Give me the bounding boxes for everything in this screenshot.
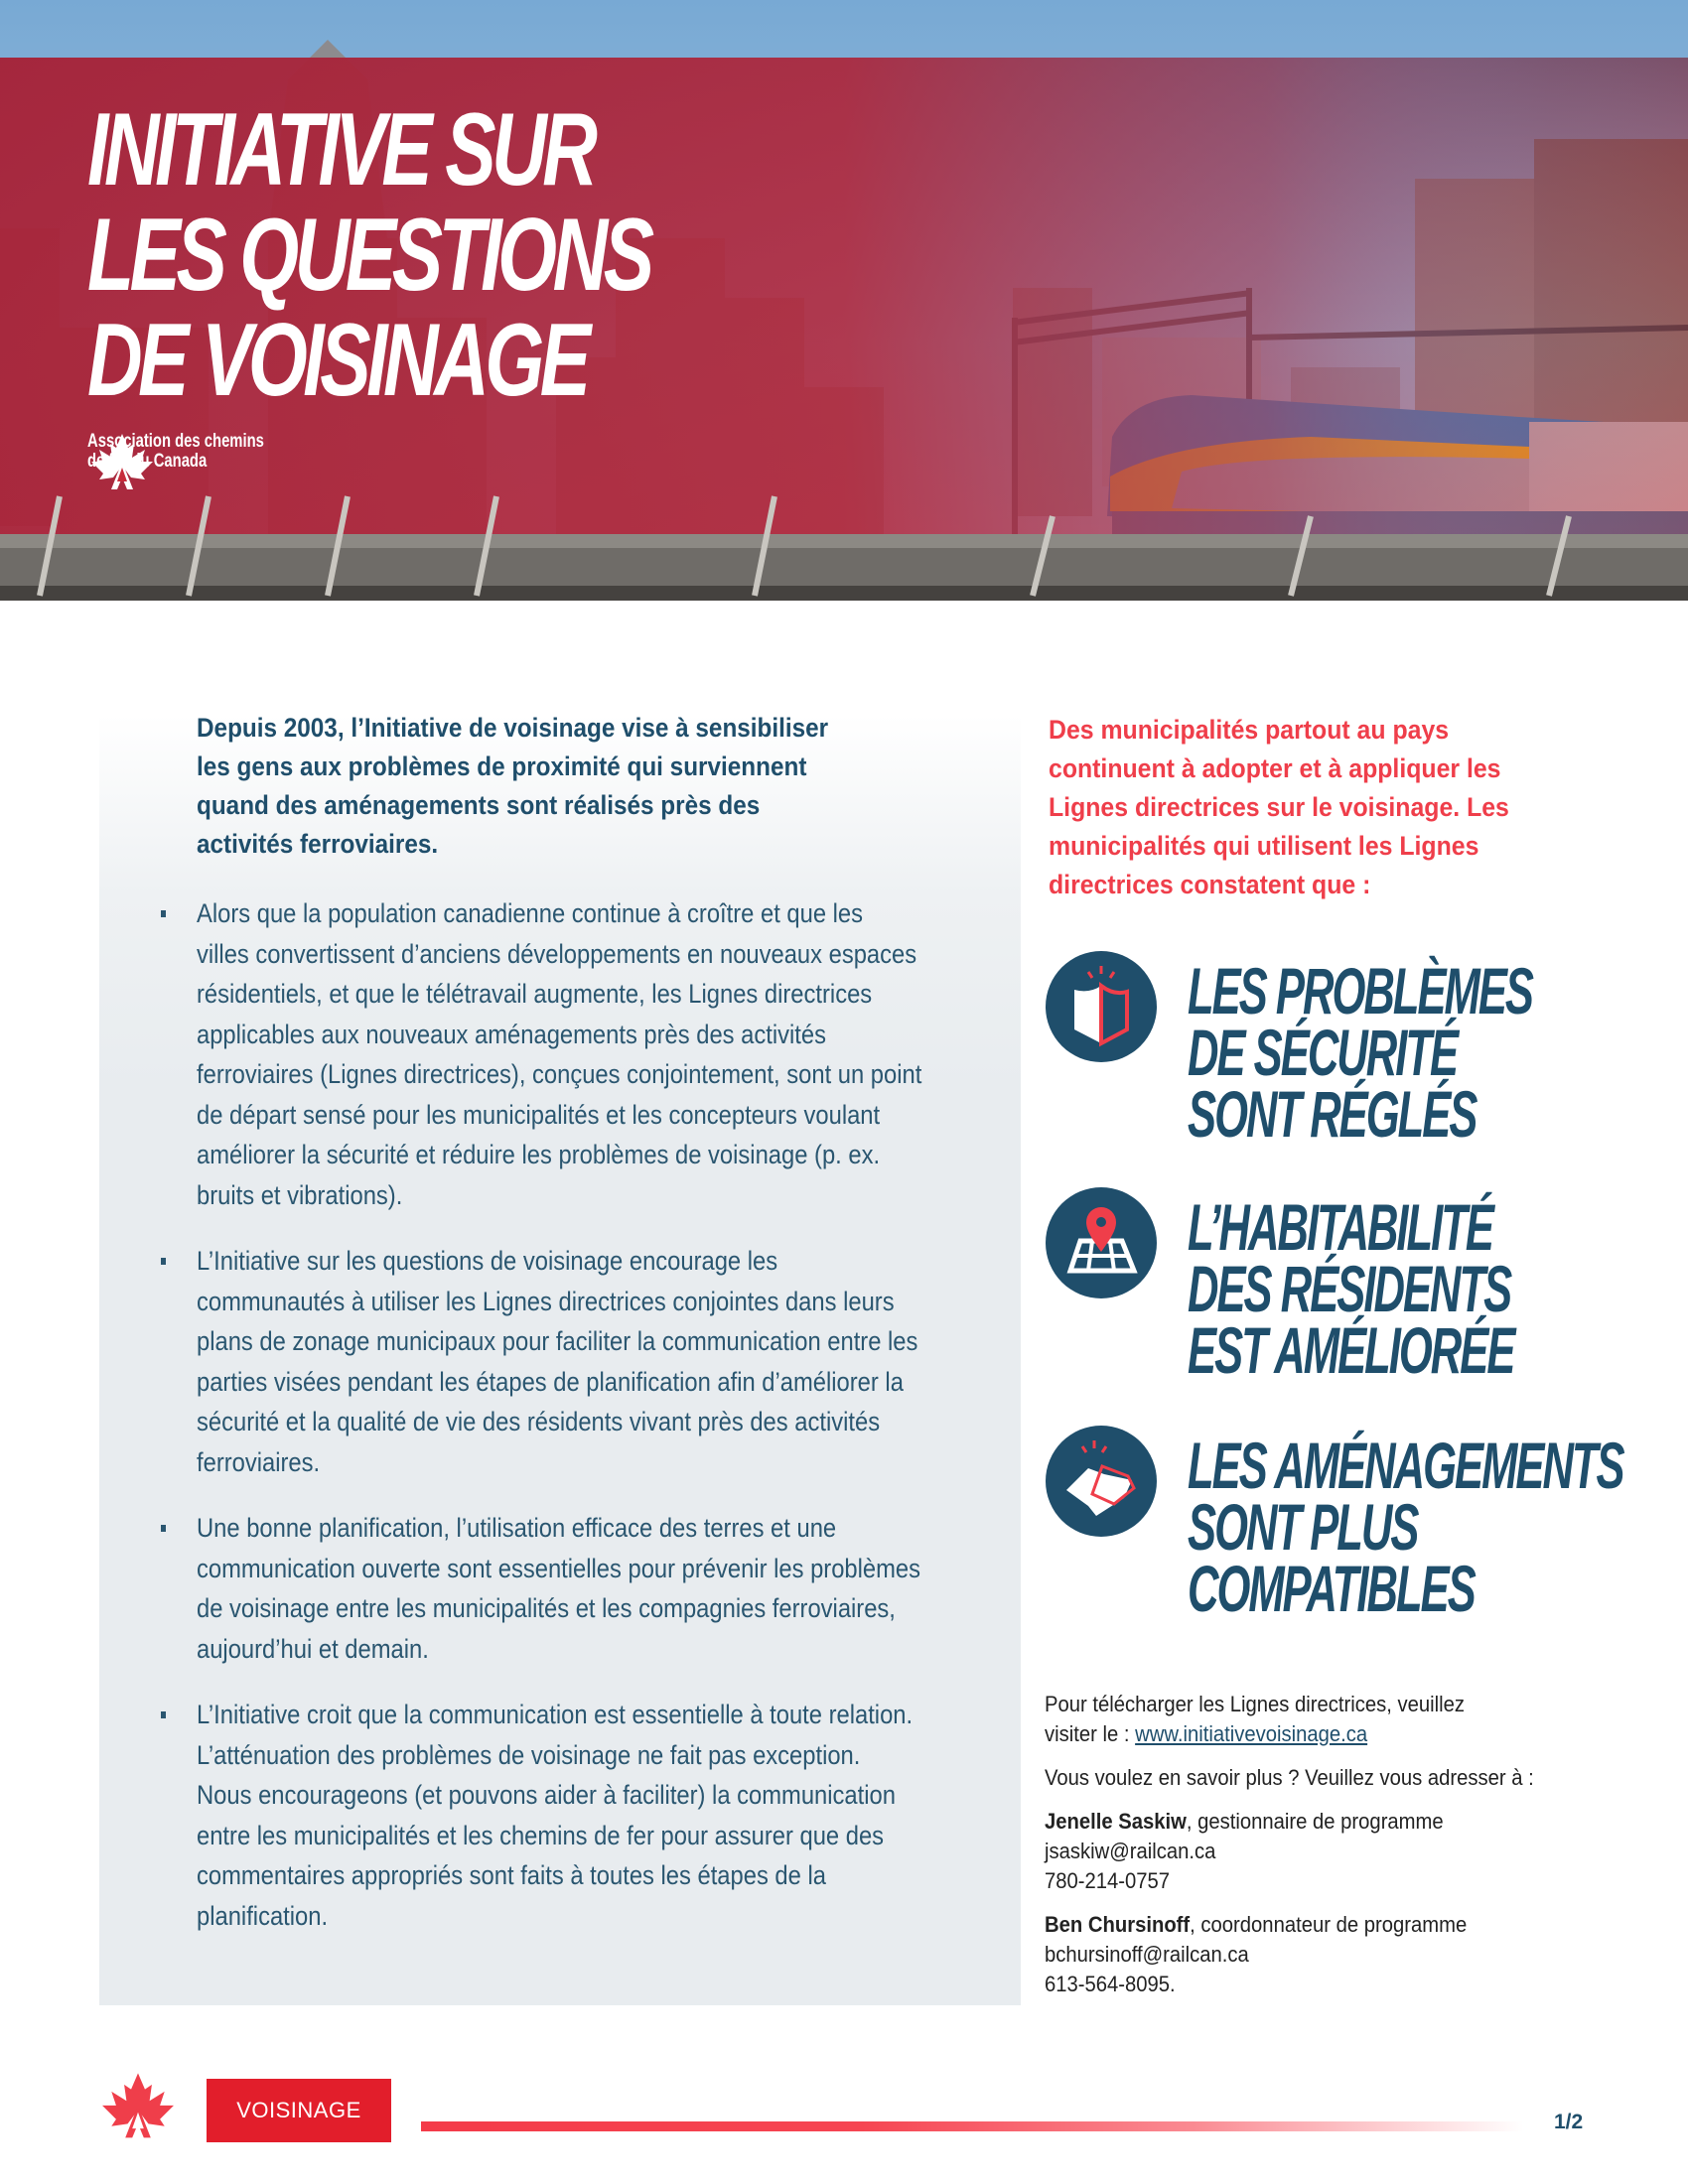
- contact-person: [1045, 1910, 1593, 1999]
- contact-phone: 613-564-8095.: [1045, 1972, 1176, 1996]
- benefit-title: [1188, 1429, 1623, 1625]
- bullet-item: [159, 1241, 983, 1482]
- contact-email[interactable]: bchursinoff@railcan.ca: [1045, 1942, 1249, 1967]
- download-text-line-1: Pour télécharger les Lignes directrices, veuillez: [1045, 1692, 1465, 1716]
- benefit-line: COMPATIBLES: [1188, 1552, 1475, 1625]
- contact-name: Jenelle Saskiw: [1045, 1809, 1187, 1834]
- intro-paragraph: Depuis 2003, l’Initiative de voisinage vise à sensibiliser les gens aux problèmes de proximité qui surviennent quand des aménagements sont réalisés près des activités ferroviaires.: [197, 713, 829, 859]
- footer-badge: VOISINAGE: [207, 2079, 391, 2142]
- bullet-item: [159, 1508, 983, 1669]
- benefit-line: SONT PLUS: [1188, 1490, 1418, 1564]
- benefit-title: [1188, 1190, 1514, 1387]
- bullet-icon: [161, 1258, 166, 1265]
- contact-role: , coordonnateur de programme: [1190, 1912, 1468, 1937]
- map-pin-icon: [1045, 1186, 1158, 1299]
- org-name-line-1: Association des chemins: [87, 431, 264, 452]
- benefit-title: [1188, 954, 1532, 1151]
- document-title: [87, 92, 650, 418]
- benefit-line: LES AMÉNAGEMENTS: [1188, 1429, 1623, 1502]
- benefit-line: LES PROBLÈMES: [1188, 954, 1532, 1027]
- bullet-text: Alors que la population canadienne continue à croître et que les villes convertissent d’anciens développements en nouveaux espaces résidentiels, et que le télétravail augmente, les Lignes directrices applicables aux nouveaux aménagements près des activités ferroviaires (Lignes directrices), conçues conjointement, sont un point de départ sensé pour les municipalités et les concepteurs voulant améliorer la sécurité et réduire les problèmes de voisinage (p. ex. bruits et vibrations).: [197, 898, 922, 1210]
- bullet-text: Une bonne planification, l’utilisation efficace des terres et une communication ouverte sont essentielles pour prévenir les problèmes de voisinage entre les municipalités et les compagnies ferroviaires, aujourd’hui et demain.: [197, 1513, 921, 1664]
- benefit-line: L’HABITABILITÉ: [1188, 1190, 1493, 1264]
- benefit-line: EST AMÉLIORÉE: [1188, 1313, 1514, 1387]
- org-name-line-2: de fer du Canada: [87, 451, 208, 472]
- contact-person: [1045, 1807, 1593, 1896]
- title-line-2: LES QUESTIONS: [87, 198, 650, 313]
- benefit-compatibility: [1045, 1425, 1688, 1625]
- hero-banner: [0, 0, 1688, 601]
- contact-phone: 780-214-0757: [1045, 1868, 1171, 1893]
- contact-block: [1045, 1690, 1640, 2013]
- title-line-1: INITIATIVE SUR: [87, 92, 594, 207]
- benefit-line: SONT RÉGLÉS: [1188, 1077, 1477, 1151]
- bullet-icon: [161, 910, 166, 917]
- shield-icon: [1045, 950, 1158, 1063]
- benefit-line: DES RÉSIDENTS: [1188, 1252, 1511, 1325]
- download-text-line-2: visiter le :: [1045, 1721, 1136, 1746]
- footer-rule: [421, 2121, 1523, 2131]
- bullet-text: L’Initiative croit que la communication est essentielle à toute relation. L’atténuation des problèmes de voisinage ne fait pas exception. Nous encourageons (et pouvons aider à faciliter) la communication entre les municipalités et les chemins de fer pour assurer que des commentaires appropriés sont faits à toutes les étapes de la planification.: [197, 1700, 914, 1931]
- website-link[interactable]: www.initiativevoisinage.ca: [1135, 1721, 1368, 1746]
- bullet-list: [159, 893, 983, 1962]
- title-line-3: DE VOISINAGE: [87, 303, 587, 418]
- bullet-icon: [161, 1711, 166, 1718]
- org-logo: [87, 432, 314, 472]
- handshake-icon: [1045, 1425, 1158, 1538]
- page-number: 1/2: [1554, 2111, 1584, 2133]
- org-name: [87, 432, 264, 472]
- contact-role: , gestionnaire de programme: [1186, 1809, 1444, 1834]
- download-text: [1045, 1690, 1593, 1749]
- benefit-livability: [1045, 1186, 1682, 1387]
- callout-text: Des municipalités partout au pays continuent à adopter et à appliquer les Lignes directrices sur le voisinage. Les municipalités qui utilisent les Lignes directrices constatent que :: [1049, 715, 1509, 899]
- contact-name: Ben Chursinoff: [1045, 1912, 1191, 1937]
- benefit-safety: [1045, 950, 1688, 1151]
- benefit-line: DE SÉCURITÉ: [1188, 1016, 1458, 1089]
- bullet-icon: [161, 1525, 166, 1532]
- footer-maple-leaf-icon: [97, 2071, 179, 2142]
- bullet-item: [159, 1695, 983, 1936]
- more-info-text: Vous voulez en savoir plus ? Veuillez vous adresser à :: [1045, 1765, 1534, 1790]
- contact-email[interactable]: jsaskiw@railcan.ca: [1045, 1839, 1216, 1863]
- bullet-text: L’Initiative sur les questions de voisinage encourage les communautés à utiliser les Lignes directrices conjointes dans leurs plans de zonage municipaux pour faciliter la communication entre les parties visées pendant les étapes de planification afin d’améliorer la sécurité et la qualité de vie des résidents vivant près des activités ferroviaires.: [197, 1246, 918, 1477]
- bullet-item: [159, 893, 983, 1215]
